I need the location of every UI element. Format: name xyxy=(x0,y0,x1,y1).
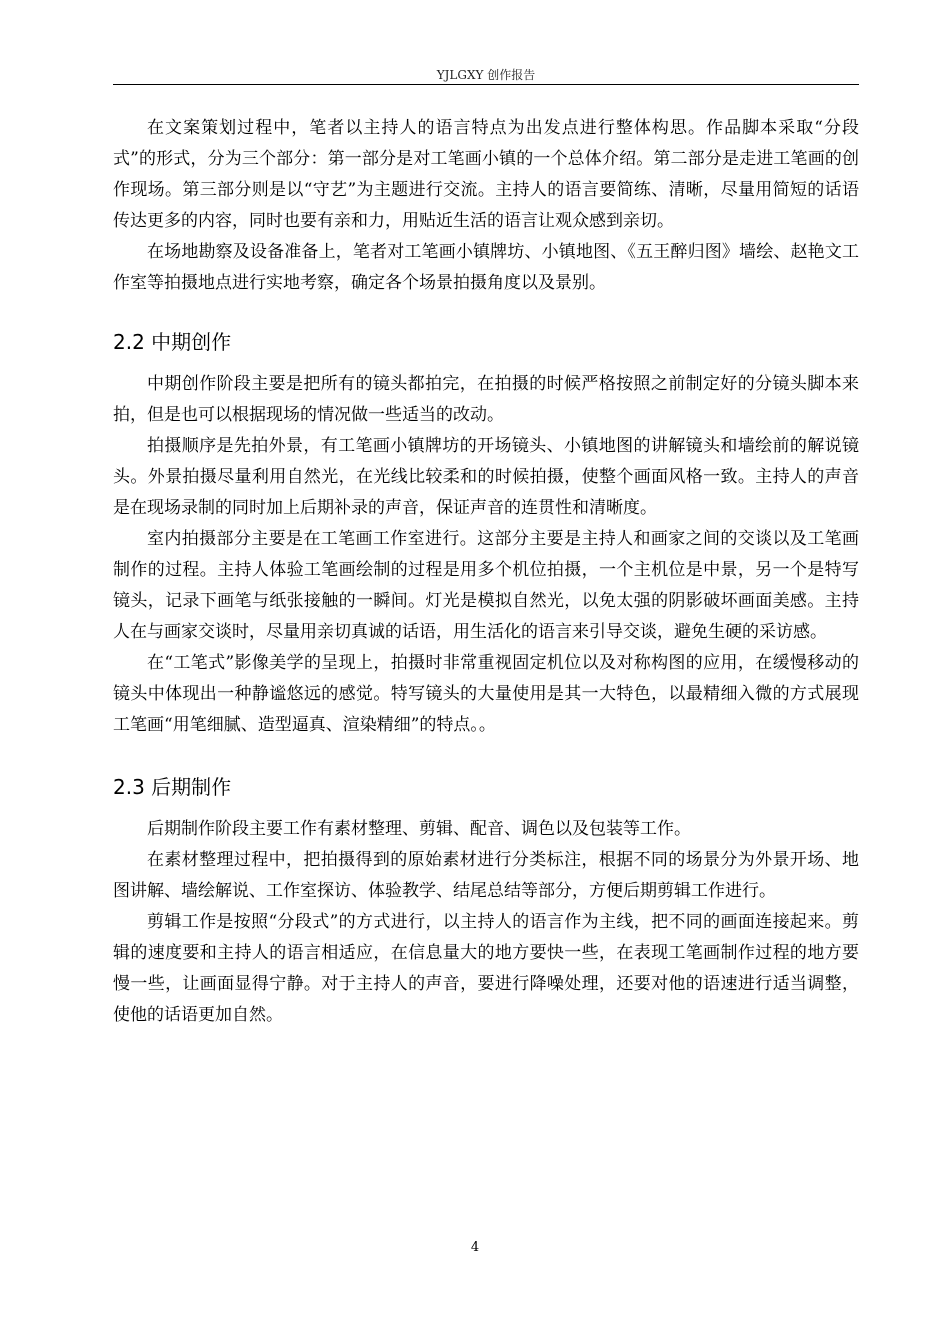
section-2-2-paragraph-1: 中期创作阶段主要是把所有的镜头都拍完，在拍摄的时候严格按照之前制定好的分镜头脚本来拍，但是也可以根据现场的情况做一些适当的改动。 xyxy=(113,374,859,425)
section-2-2-paragraph-2: 拍摄顺序是先拍外景，有工笔画小镇牌坊的开场镜头、小镇地图的讲解镜头和墙绘前的解说镜头。外景拍摄尽量利用自然光，在光线比较柔和的时候拍摄，使整个画面风格一致。主持人的声音是在现场录制的同时加上后期补录的声音，保证声音的连贯性和清晰度。 xyxy=(113,436,859,518)
page-body xyxy=(113,113,859,1031)
page-number: 4 xyxy=(470,1240,480,1255)
section-heading-mid-production: 2.2 中期创作 xyxy=(113,330,232,354)
running-header: YJLGXY 创作报告 xyxy=(436,68,536,82)
intro-paragraph-2: 在场地勘察及设备准备上，笔者对工笔画小镇牌坊、小镇地图、《五王醉归图》墙绘、赵艳文工作室等拍摄地点进行实地考察，确定各个场景拍摄角度以及景别。 xyxy=(113,242,859,293)
section-2-3-paragraph-3: 剪辑工作是按照“分段式”的方式进行，以主持人的语言作为主线，把不同的画面连接起来。剪辑的速度要和主持人的语言相适应，在信息量大的地方要快一些，在表现工笔画制作过程的地方要慢一些，让画面显得宁静。对于主持人的声音，要进行降噪处理，还要对他的语速进行适当调整，使他的话语更加自然。 xyxy=(113,912,859,1025)
section-2-3-paragraph-2: 在素材整理过程中，把拍摄得到的原始素材进行分类标注，根据不同的场景分为外景开场、地图讲解、墙绘解说、工作室探访、体验教学、结尾总结等部分，方便后期剪辑工作进行。 xyxy=(113,850,859,901)
section-2-3-paragraph-1: 后期制作阶段主要工作有素材整理、剪辑、配音、调色以及包装等工作。 xyxy=(147,819,691,839)
section-heading-post-production: 2.3 后期制作 xyxy=(113,775,232,799)
section-2-2-paragraph-4: 在“工笔式”影像美学的呈现上，拍摄时非常重视固定机位以及对称构图的应用，在缓慢移动的镜头中体现出一种静谧悠远的感觉。特写镜头的大量使用是其一大特色，以最精细入微的方式展现工笔画“用笔细腻、造型逼真、渲染精细”的特点。。 xyxy=(113,653,859,735)
intro-paragraph-1: 在文案策划过程中，笔者以主持人的语言特点为出发点进行整体构思。作品脚本采取“分段式”的形式，分为三个部分：第一部分是对工笔画小镇的一个总体介绍。第二部分是走进工笔画的创作现场。第三部分则是以“守艺”为主题进行交流。主持人的语言要简练、清晰，尽量用简短的话语传达更多的内容，同时也要有亲和力，用贴近生活的语言让观众感到亲切。 xyxy=(113,118,859,231)
section-2-2-paragraph-3: 室内拍摄部分主要是在工笔画工作室进行。这部分主要是主持人和画家之间的交谈以及工笔画制作的过程。主持人体验工笔画绘制的过程是用多个机位拍摄，一个主机位是中景，另一个是特写镜头，记录下画笔与纸张接触的一瞬间。灯光是模拟自然光，以免太强的阴影破坏画面美感。主持人在与画家交谈时，尽量用亲切真诚的话语，用生活化的语言来引导交谈，避免生硬的采访感。 xyxy=(113,529,859,642)
header-rule xyxy=(113,84,859,85)
